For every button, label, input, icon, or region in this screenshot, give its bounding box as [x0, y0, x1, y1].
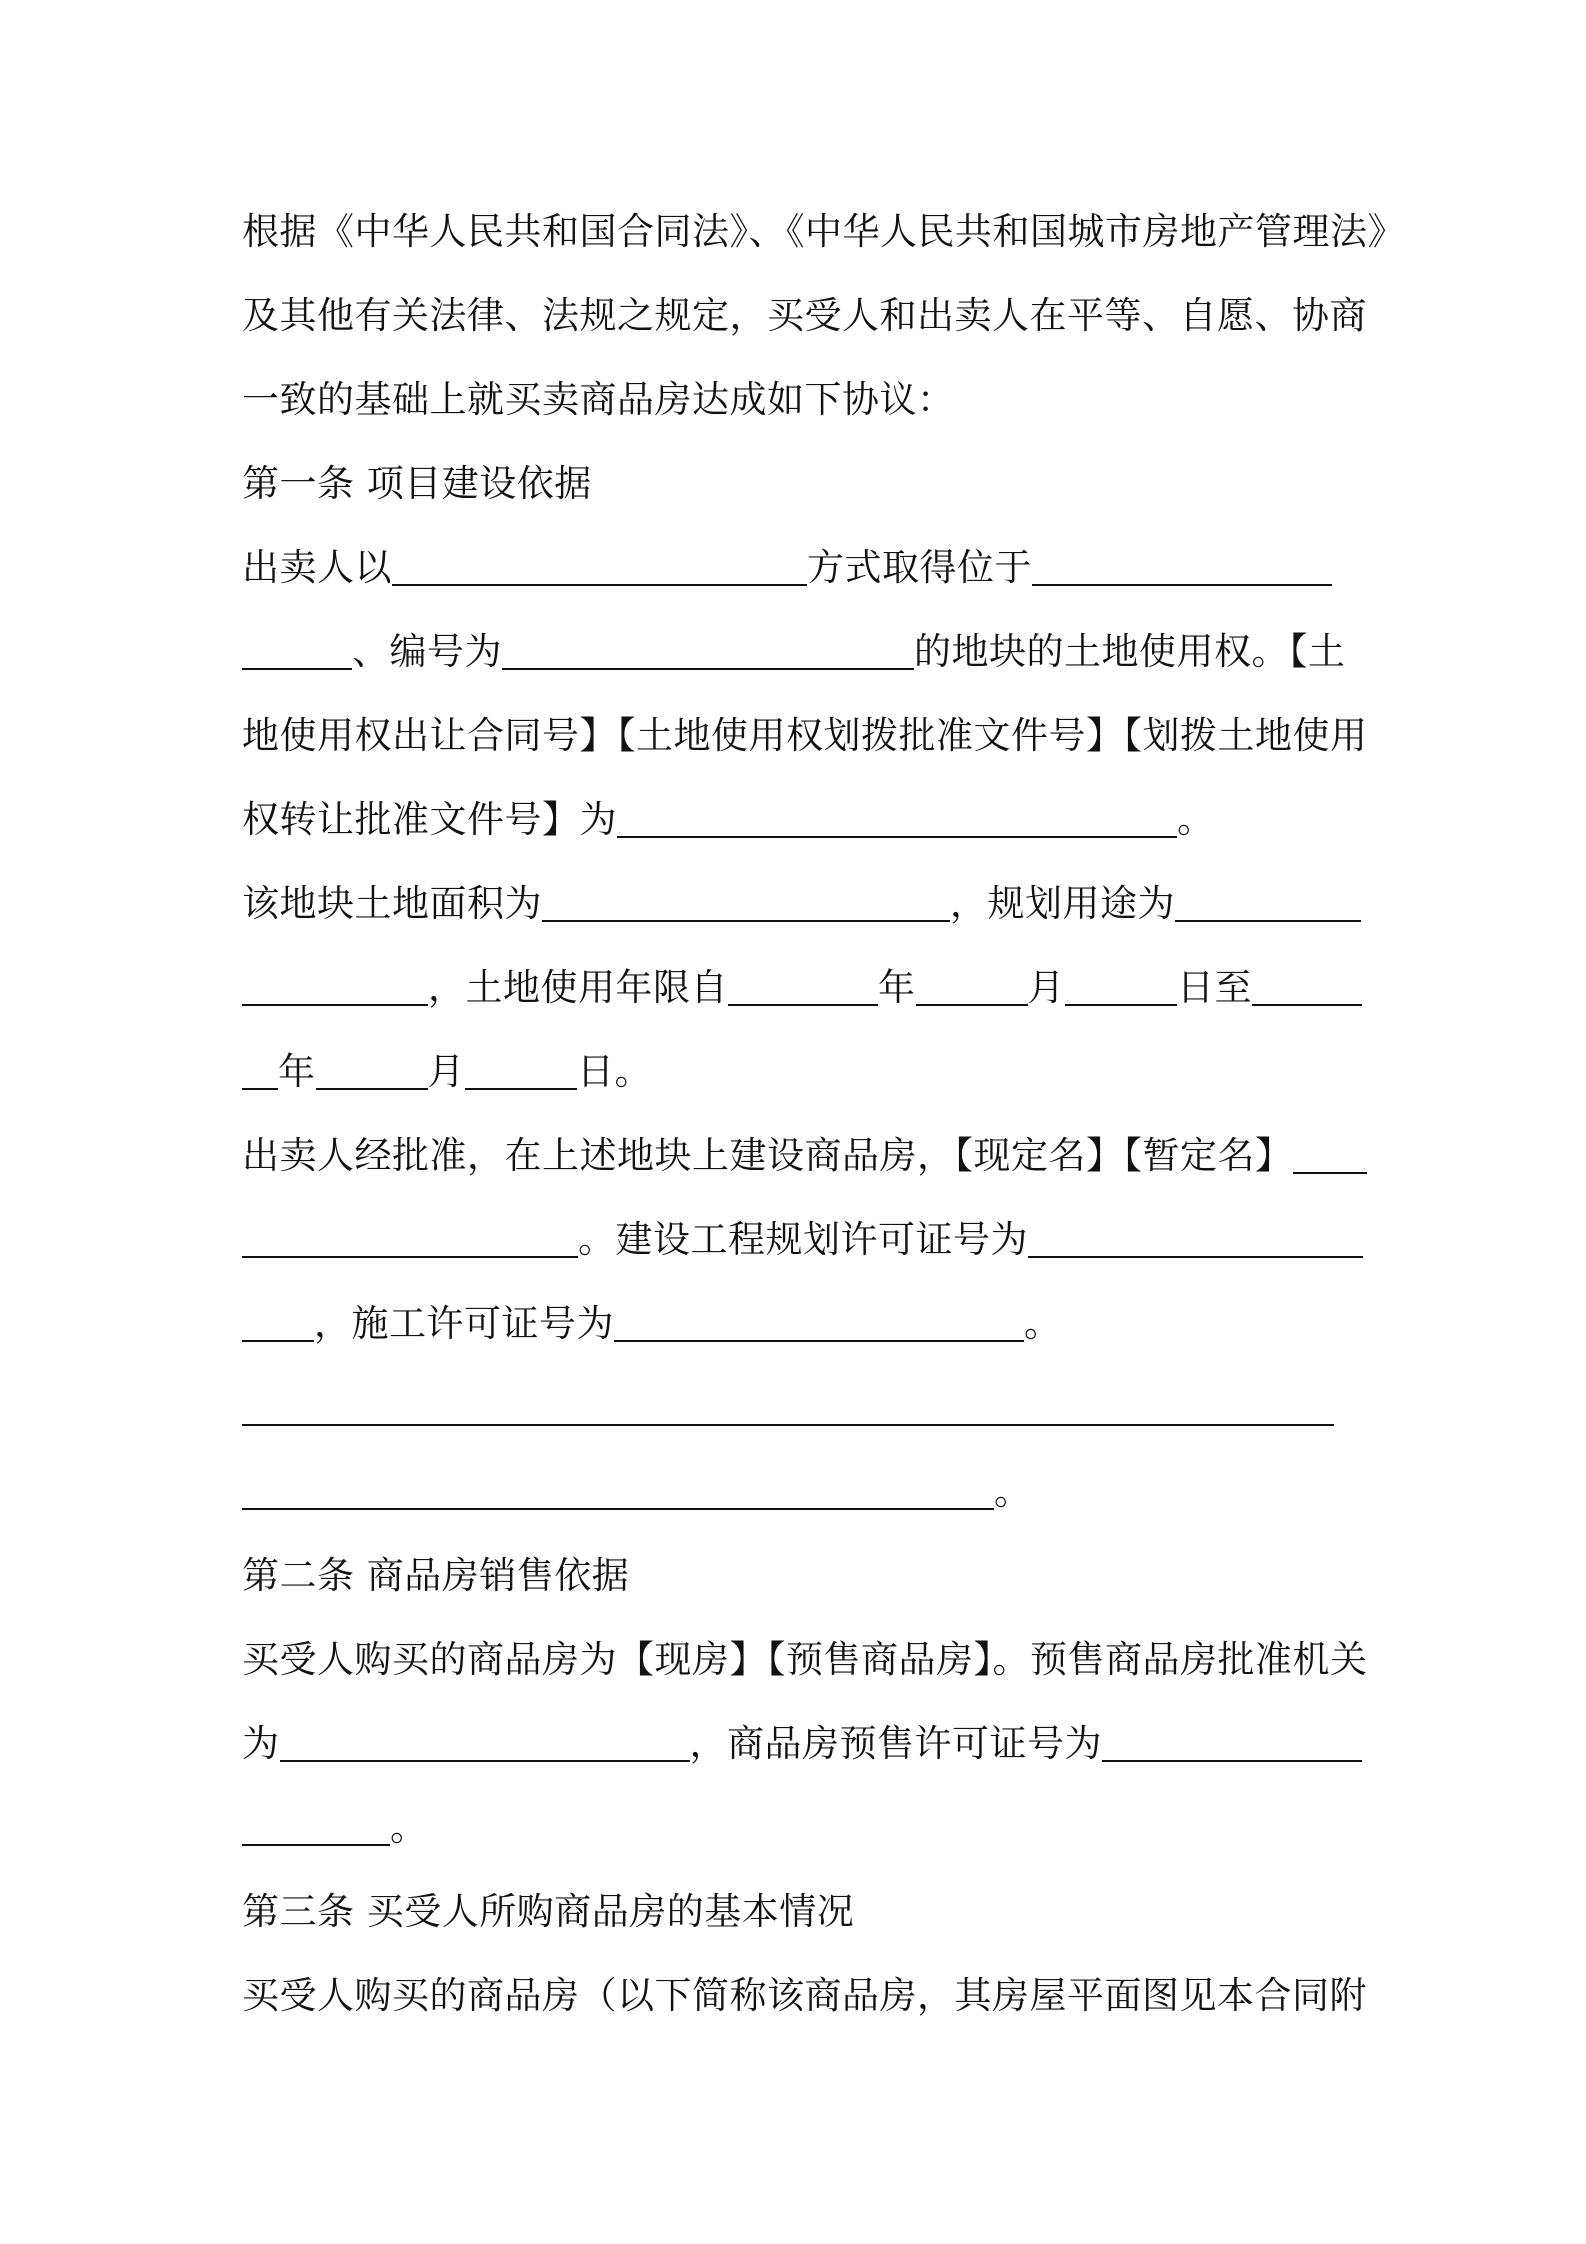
- text: 的地块的土地使用权。【土: [914, 630, 1346, 673]
- blank-field: [1028, 1220, 1363, 1258]
- blank-field: [728, 968, 878, 1006]
- blank-field: [916, 968, 1028, 1006]
- article-2-line-3: [242, 1802, 1360, 1854]
- text: 。: [1024, 1302, 1062, 1345]
- text: 、编号为: [352, 630, 502, 673]
- article-1-line-6: [242, 962, 1360, 1014]
- text: 日。: [577, 1050, 652, 1093]
- text: 月: [1027, 966, 1065, 1009]
- article-1-line-8: [242, 1130, 1360, 1182]
- blank-field: [242, 1052, 278, 1090]
- blank-field: [1175, 884, 1361, 922]
- text: 。: [1177, 798, 1215, 841]
- text: 。: [390, 1806, 428, 1849]
- article-2-title: 第二条 商品房销售依据: [242, 1554, 630, 1597]
- preamble-line-2: 及其他有关法律、法规之规定，买受人和出卖人在平等、自愿、协商: [242, 294, 1367, 337]
- blank-field: [1252, 968, 1362, 1006]
- blank-field: [1102, 1724, 1362, 1762]
- blank-field: [242, 1304, 314, 1342]
- blank-field: [242, 1472, 994, 1510]
- blank-field: [392, 548, 807, 586]
- text: ，商品房预售许可证号为: [689, 1722, 1102, 1765]
- blank-field: [1293, 1136, 1367, 1174]
- article-1-line-2: [242, 626, 1360, 678]
- text: 月: [427, 1050, 465, 1093]
- text: 出卖人经批准，在上述地块上建设商品房，【现定名】【暂定名】: [242, 1134, 1293, 1177]
- blank-field: [242, 968, 428, 1006]
- blank-field: [1065, 968, 1177, 1006]
- blank-field: [280, 1724, 690, 1762]
- text: 出卖人以: [242, 546, 392, 589]
- blank-field: [316, 1052, 428, 1090]
- blank-field: [242, 1808, 390, 1846]
- text: 方式取得位于: [807, 546, 1032, 589]
- blank-field: [502, 632, 914, 670]
- text: 年: [278, 1050, 316, 1093]
- blank-field: [242, 632, 352, 670]
- text: 该地块土地面积为: [242, 882, 542, 925]
- blank-field: [242, 1220, 578, 1258]
- article-3-title: 第三条 买受人所购商品房的基本情况: [242, 1890, 855, 1933]
- preamble-line-3: 一致的基础上就买卖商品房达成如下协议：: [242, 378, 955, 421]
- article-1-line-10: [242, 1298, 1360, 1350]
- article-1-line-12: [242, 1466, 1360, 1518]
- article-1-line-1: [242, 542, 1360, 594]
- text: 日至: [1177, 966, 1252, 1009]
- blank-field: [614, 1304, 1024, 1342]
- text: 为: [242, 1722, 280, 1765]
- text: ，规划用途为: [950, 882, 1175, 925]
- text: 。: [994, 1470, 1032, 1513]
- blank-field: [242, 1388, 1334, 1426]
- article-1-line-5: [242, 878, 1360, 930]
- article-1-line-11: [242, 1382, 1360, 1434]
- blank-field: [542, 884, 950, 922]
- blank-field: [465, 1052, 577, 1090]
- article-2-line-1: 买受人购买的商品房为【现房】【预售商品房】。预售商品房批准机关: [242, 1638, 1368, 1681]
- article-1-line-3: 地使用权出让合同号】【土地使用权划拨批准文件号】【划拨土地使用: [242, 714, 1368, 757]
- blank-field: [617, 800, 1177, 838]
- article-2-line-2: [242, 1718, 1360, 1770]
- text: 。建设工程规划许可证号为: [578, 1218, 1028, 1261]
- article-1-title: 第一条 项目建设依据: [242, 462, 592, 505]
- article-1-line-9: [242, 1214, 1360, 1266]
- article-1-line-7: [242, 1046, 1360, 1098]
- article-3-line-1: 买受人购买的商品房（以下简称该商品房，其房屋平面图见本合同附: [242, 1974, 1367, 2017]
- blank-field: [1032, 548, 1332, 586]
- article-1-line-4: [242, 794, 1360, 846]
- preamble-line-1: 根据《中华人民共和国合同法》、《中华人民共和国城市房地产管理法》: [242, 210, 1405, 253]
- text: 年: [878, 966, 916, 1009]
- text: 权转让批准文件号】为: [242, 798, 617, 841]
- text: ，施工许可证号为: [314, 1302, 614, 1345]
- text: ，土地使用年限自: [428, 966, 728, 1009]
